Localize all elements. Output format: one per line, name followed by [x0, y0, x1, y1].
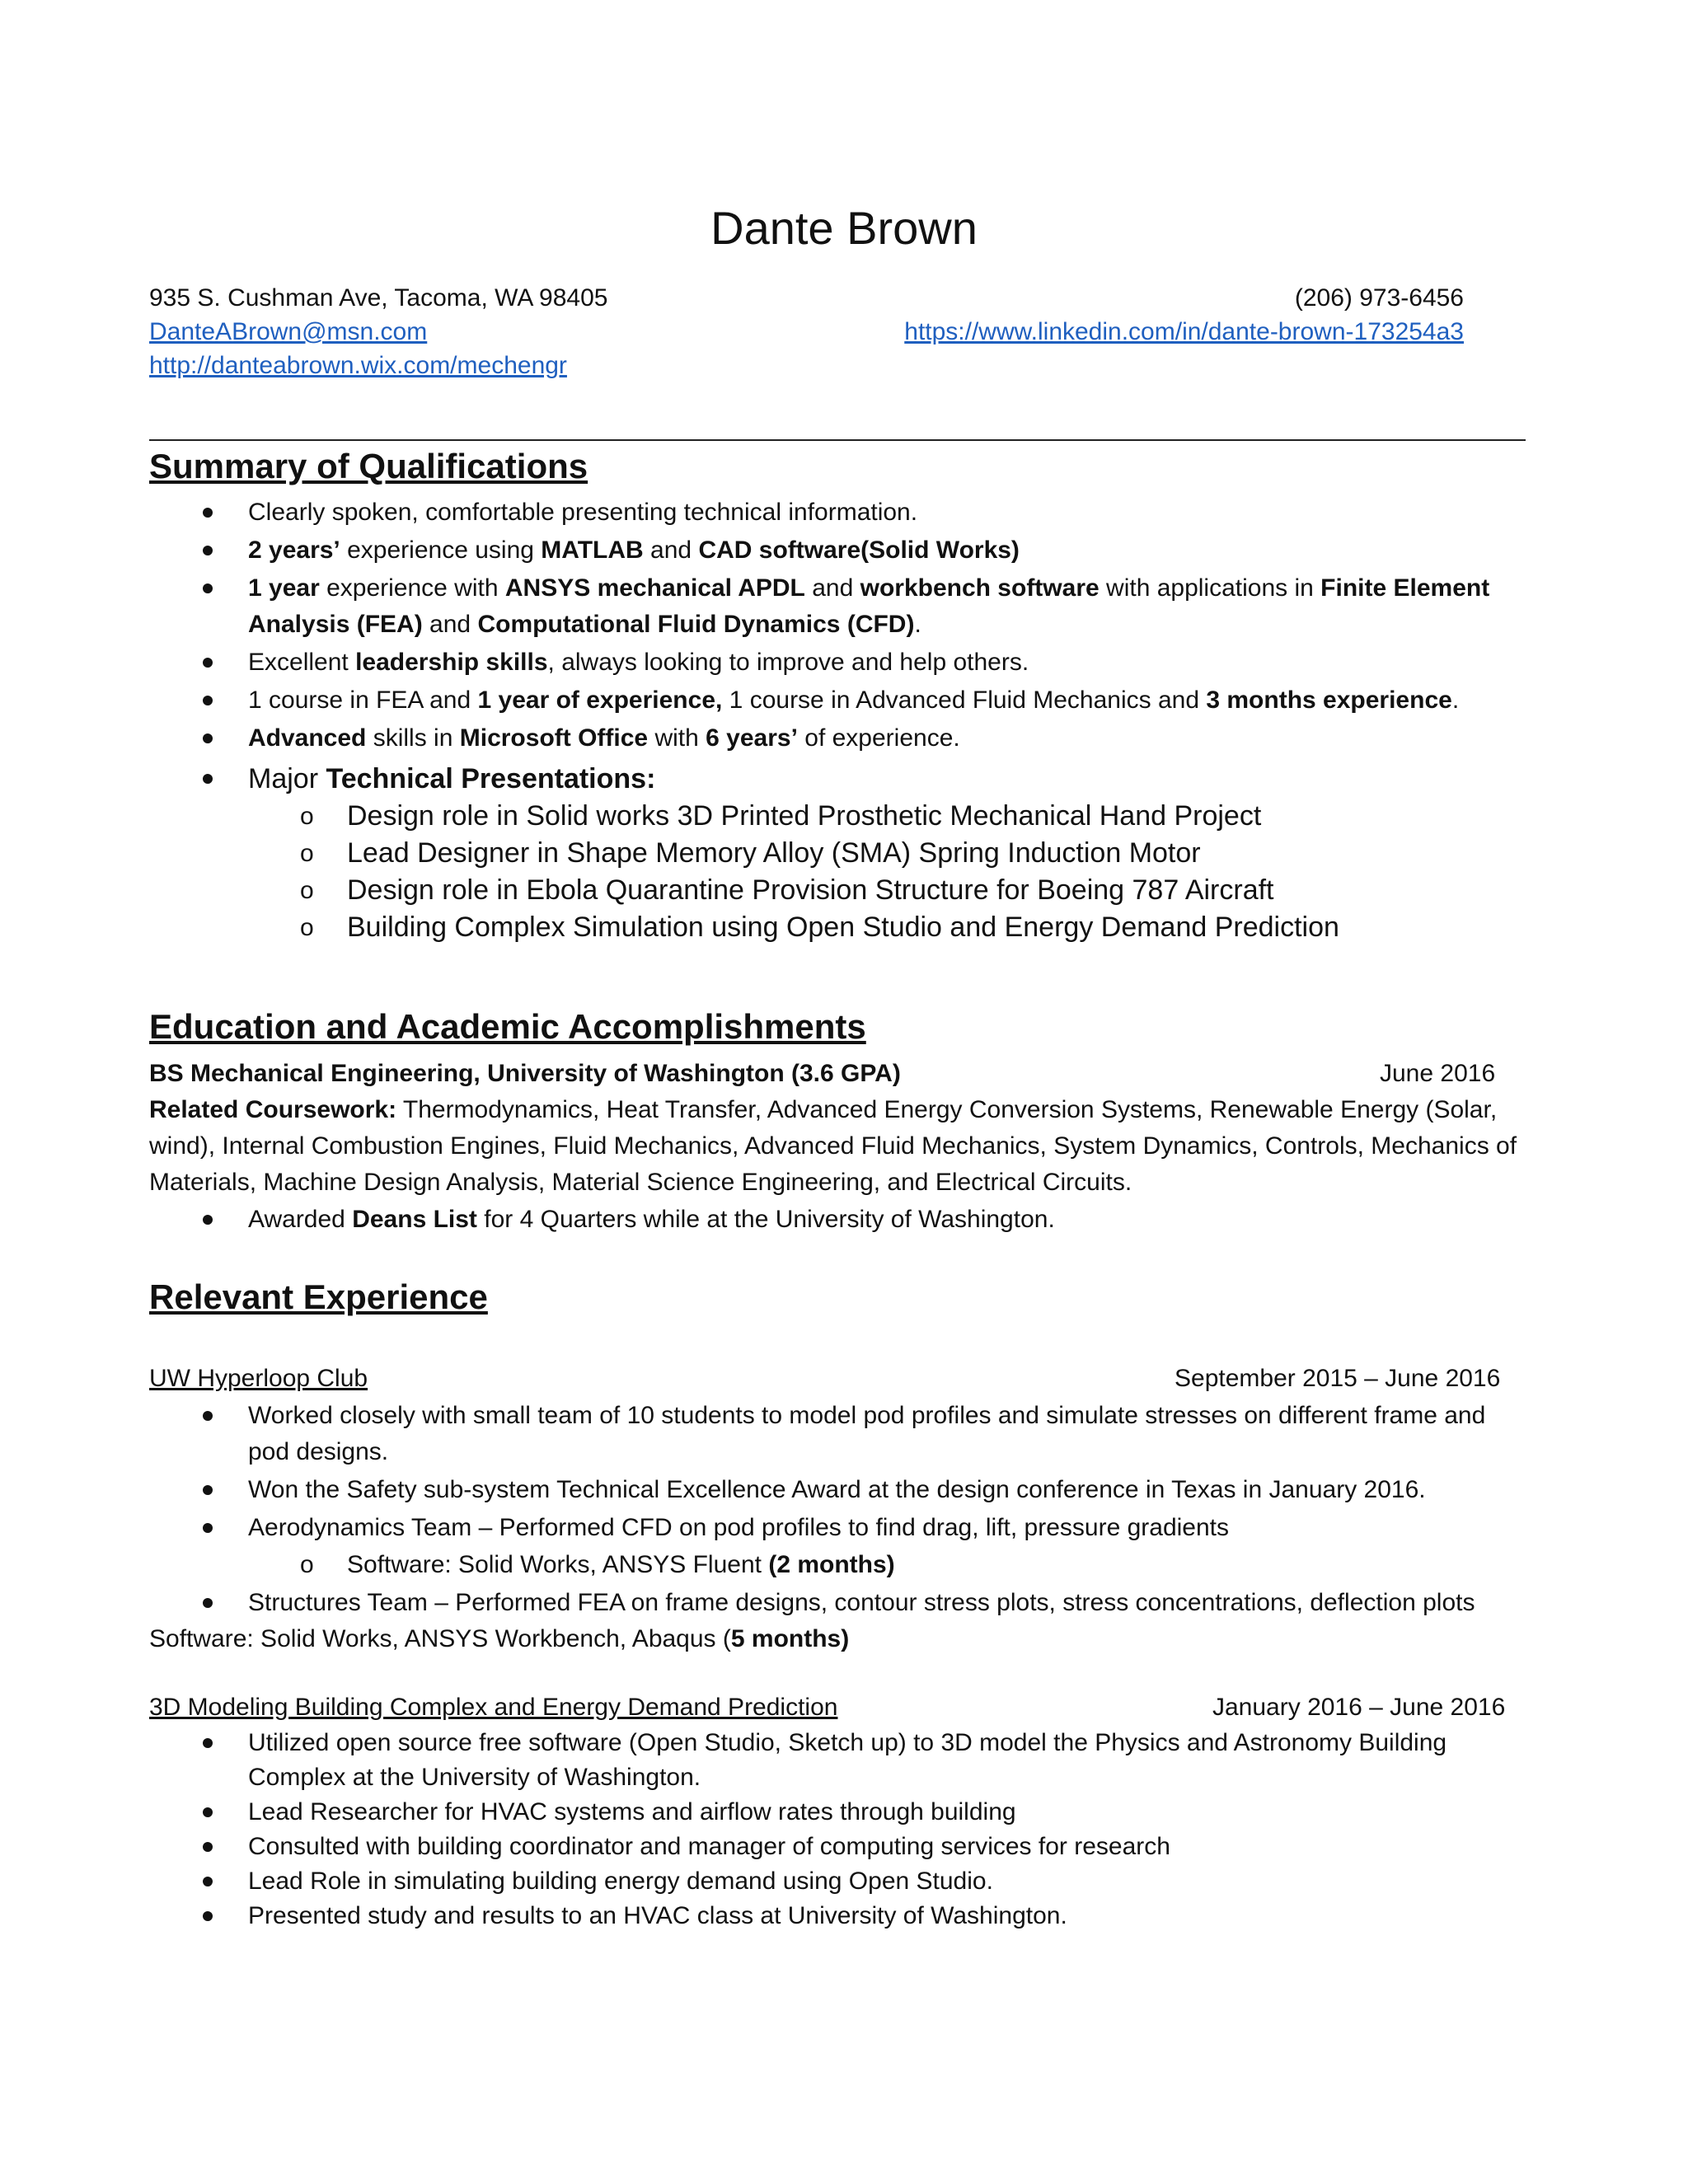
presentation-item: Lead Designer in Shape Memory Alloy (SMA) Spring Induction Motor: [347, 837, 1201, 869]
coursework: Related Coursework: Thermodynamics, Heat Transfer, Advanced Energy Conversion Systems, Renewable Energy (Solar,: [149, 1096, 1498, 1123]
sub-bullet-icon: o: [300, 914, 314, 941]
job-item: Lead Role in simulating building energy demand using Open Studio.: [248, 1868, 993, 1895]
summary-item: 1 course in FEA and 1 year of experience, 1 course in Advanced Fluid Mechanics and 3 months experience.: [248, 687, 1460, 714]
bullet-icon: [203, 1842, 213, 1852]
presentation-item: Design role in Ebola Quarantine Provision Structure for Boeing 787 Aircraft: [347, 874, 1274, 906]
degree: BS Mechanical Engineering, University of Washington (3.6 GPA): [149, 1060, 901, 1087]
summary-item: 1 year experience with ANSYS mechanical APDL and workbench software with applications in Finite Element: [248, 574, 1490, 602]
presentation-item: Building Complex Simulation using Open Studio and Energy Demand Prediction: [347, 912, 1339, 943]
sub-bullet-icon: o: [300, 840, 314, 867]
bullet-icon: [203, 1877, 213, 1886]
job-title: 3D Modeling Building Complex and Energy Demand Prediction: [149, 1694, 838, 1721]
summary-item: Excellent leadership skills, always looking to improve and help others.: [248, 649, 1029, 676]
presentation-item: Design role in Solid works 3D Printed Prosthetic Mechanical Hand Project: [347, 800, 1262, 832]
job-item-continued: Complex at the University of Washington.: [248, 1764, 701, 1791]
job-item-continued: Software: Solid Works, ANSYS Workbench, Abaqus (5 months): [149, 1625, 850, 1652]
bullet-icon: [203, 696, 213, 705]
bullet-icon: [203, 1215, 213, 1225]
bullet-icon: [203, 1911, 213, 1921]
bullet-icon: [203, 1523, 213, 1533]
award-item: Awarded Deans List for 4 Quarters while at the University of Washington.: [248, 1206, 1055, 1233]
job-sub-item: Software: Solid Works, ANSYS Fluent (2 months): [347, 1551, 895, 1578]
job-item: Lead Researcher for HVAC systems and airflow rates through building: [248, 1798, 1016, 1825]
summary-item: Advanced skills in Microsoft Office with 6 years’ of experience.: [248, 724, 960, 752]
degree-date: June 2016: [1380, 1060, 1496, 1087]
bullet-icon: [203, 1598, 213, 1608]
bullet-icon: [203, 658, 213, 668]
summary-heading: Summary of Qualifications: [149, 447, 588, 485]
job-title: UW Hyperloop Club: [149, 1365, 368, 1392]
education-heading: Education and Academic Accomplishments: [149, 1007, 866, 1046]
linkedin-link[interactable]: https://www.linkedin.com/in/dante-brown-173254a3: [904, 318, 1464, 345]
job-item: Worked closely with small team of 10 students to model pod profiles and simulate stresses on different frame and: [248, 1402, 1486, 1429]
bullet-icon: [203, 733, 213, 743]
header-divider: [149, 439, 1526, 441]
website-link[interactable]: http://danteabrown.wix.com/mechengr: [149, 352, 567, 379]
job-dates: January 2016 – June 2016: [1212, 1694, 1506, 1721]
candidate-name: Dante Brown: [710, 202, 978, 254]
job-item: Structures Team – Performed FEA on frame designs, contour stress plots, stress concentrations, deflection plots: [248, 1589, 1475, 1616]
phone-number: (206) 973-6456: [1294, 284, 1464, 312]
job-item: Aerodynamics Team – Performed CFD on pod profiles to find drag, lift, pressure gradients: [248, 1514, 1230, 1541]
job-dates: September 2015 – June 2016: [1175, 1365, 1501, 1392]
bullet-icon: [203, 1738, 213, 1748]
sub-bullet-icon: o: [300, 1551, 314, 1578]
sub-bullet-icon: o: [300, 877, 314, 904]
summary-item: Clearly spoken, comfortable presenting technical information.: [248, 499, 918, 526]
experience-heading: Relevant Experience: [149, 1277, 488, 1316]
coursework-continued: wind), Internal Combustion Engines, Fluid Mechanics, Advanced Fluid Mechanics, System Dynamics, Controls, Mechanics of: [149, 1132, 1517, 1160]
bullet-icon: [203, 508, 213, 518]
job-item: Won the Safety sub-system Technical Excellence Award at the design conference in Texas in January 2016.: [248, 1476, 1426, 1503]
job-item: Consulted with building coordinator and manager of computing services for research: [248, 1833, 1170, 1860]
summary-item: Major Technical Presentations:: [248, 763, 656, 794]
job-item: Presented study and results to an HVAC class at University of Washington.: [248, 1902, 1067, 1929]
bullet-icon: [203, 774, 213, 784]
bullet-icon: [203, 1807, 213, 1817]
summary-item: 2 years’ experience using MATLAB and CAD software(Solid Works): [248, 537, 1020, 564]
job-item-continued: pod designs.: [248, 1438, 389, 1465]
address: 935 S. Cushman Ave, Tacoma, WA 98405: [149, 284, 608, 312]
summary-item-continued: Analysis (FEA) and Computational Fluid Dynamics (CFD).: [248, 611, 921, 638]
sub-bullet-icon: o: [300, 803, 314, 830]
coursework-continued: Materials, Machine Design Analysis, Material Science Engineering, and Electrical Circuits.: [149, 1169, 1132, 1196]
bullet-icon: [203, 546, 213, 555]
bullet-icon: [203, 583, 213, 593]
email-link[interactable]: DanteABrown@msn.com: [149, 318, 428, 345]
job-item: Utilized open source free software (Open Studio, Sketch up) to 3D model the Physics and Astronomy Building: [248, 1729, 1447, 1756]
bullet-icon: [203, 1411, 213, 1421]
bullet-icon: [203, 1485, 213, 1495]
